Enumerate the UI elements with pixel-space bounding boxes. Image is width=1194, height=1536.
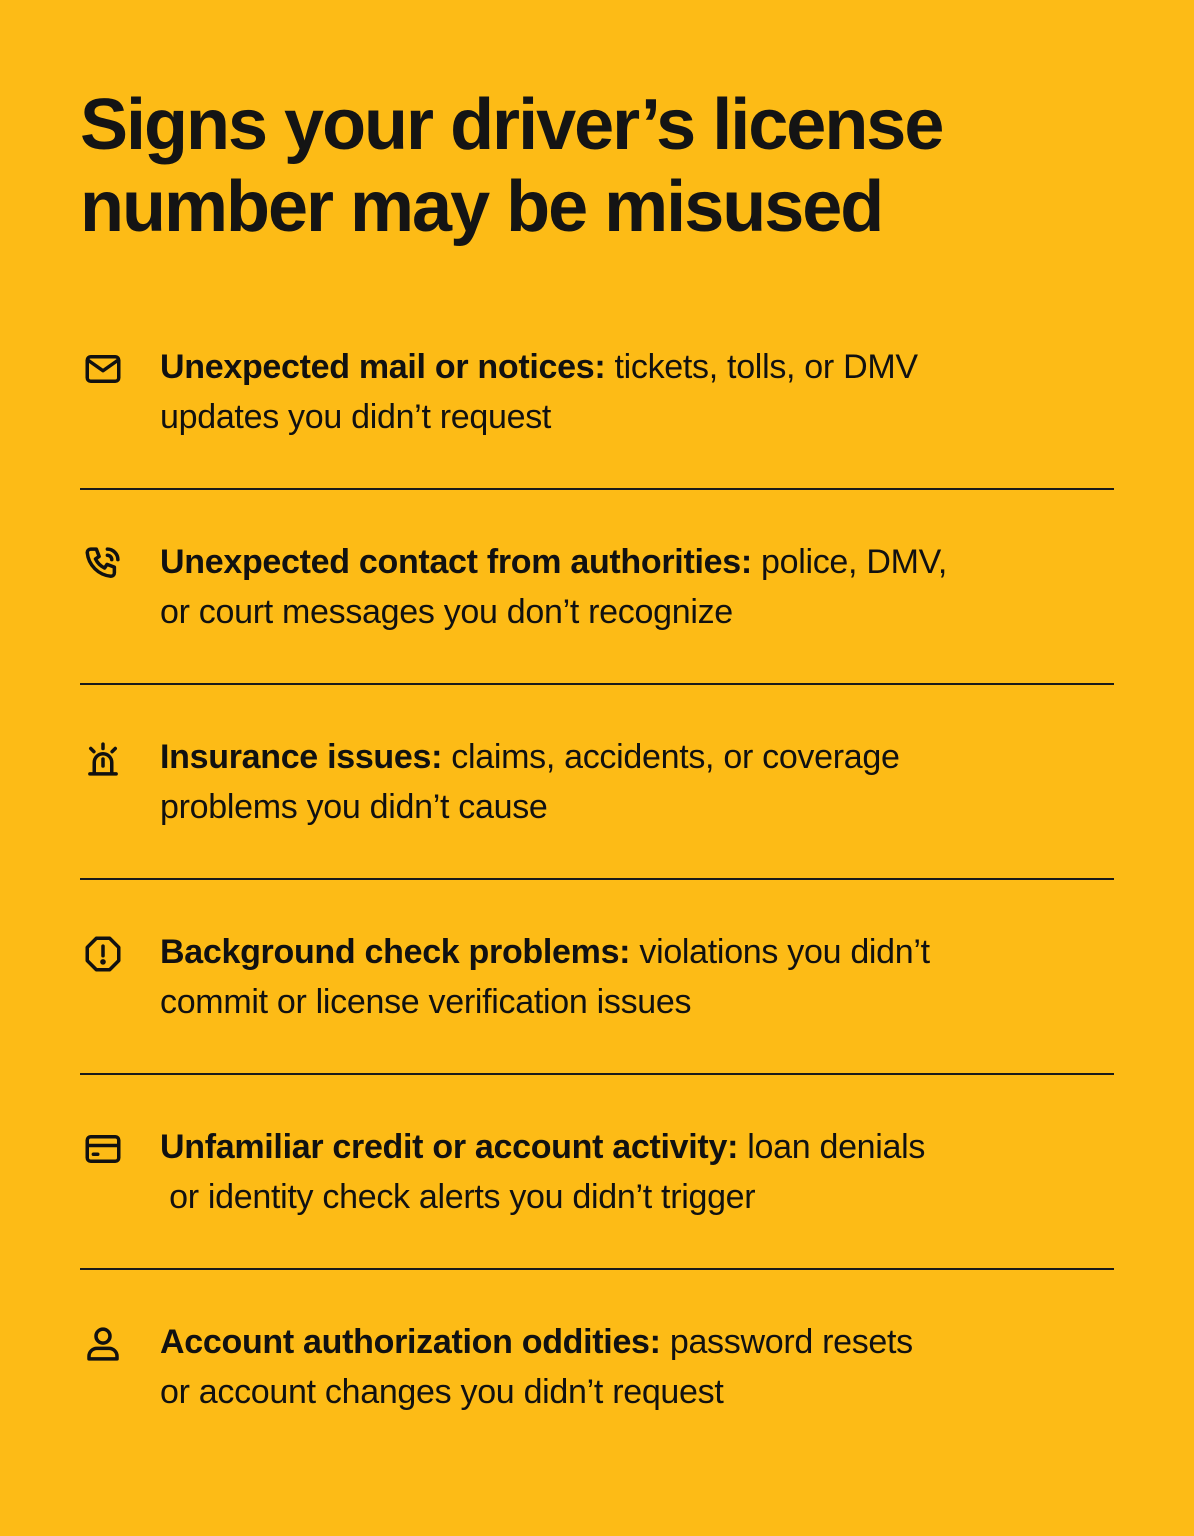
list-item [80, 1315, 1114, 1510]
list-item [80, 925, 1114, 1120]
list-item-detail: violations you didn’t [630, 933, 930, 971]
title-line-1: Signs your driver’s license [80, 85, 943, 165]
page-title [80, 84, 1120, 248]
list-item-detail-continued: or identity check alerts you didn’t trigger [160, 1178, 756, 1216]
list-item-label: Unexpected contact from authorities: [160, 543, 752, 581]
siren-icon [82, 738, 124, 780]
list-item-detail-continued: updates you didn’t request [160, 398, 552, 436]
list-item [80, 730, 1114, 925]
credit-card-icon [82, 1128, 124, 1170]
signs-list [80, 340, 1114, 1510]
list-item-detail: tickets, tolls, or DMV [605, 348, 918, 386]
list-item-detail: police, DMV, [751, 543, 948, 581]
alert-octagon-icon [82, 933, 124, 975]
list-item-detail-continued: or court messages you don’t recognize [160, 593, 733, 631]
list-item-text [160, 1122, 1100, 1222]
list-item-text [160, 927, 1100, 1027]
list-item-detail-continued: or account changes you didn’t request [160, 1373, 724, 1411]
list-item-text [160, 1317, 1100, 1417]
list-item-label: Background check problems: [160, 933, 631, 971]
list-item-text [160, 537, 1100, 637]
user-icon [82, 1323, 124, 1365]
list-item-detail-continued: problems you didn’t cause [160, 788, 548, 826]
list-item [80, 535, 1114, 730]
list-item-label: Unfamiliar credit or account activity: [160, 1128, 739, 1166]
list-item-text [160, 342, 1100, 442]
phone-ringing-icon [82, 543, 124, 585]
list-item-label: Insurance issues: [160, 738, 443, 776]
list-item-label: Account authorization oddities: [160, 1323, 661, 1361]
list-item [80, 1120, 1114, 1315]
list-item [80, 340, 1114, 535]
envelope-icon [82, 348, 124, 390]
list-item-text [160, 732, 1100, 832]
list-item-detail: password resets [660, 1323, 913, 1361]
list-item-detail: loan denials [738, 1128, 926, 1166]
list-item-detail-continued: commit or license verification issues [160, 983, 692, 1021]
list-item-detail: claims, accidents, or coverage [442, 738, 900, 776]
title-line-2: number may be misused [80, 167, 883, 247]
list-item-label: Unexpected mail or notices: [160, 348, 606, 386]
